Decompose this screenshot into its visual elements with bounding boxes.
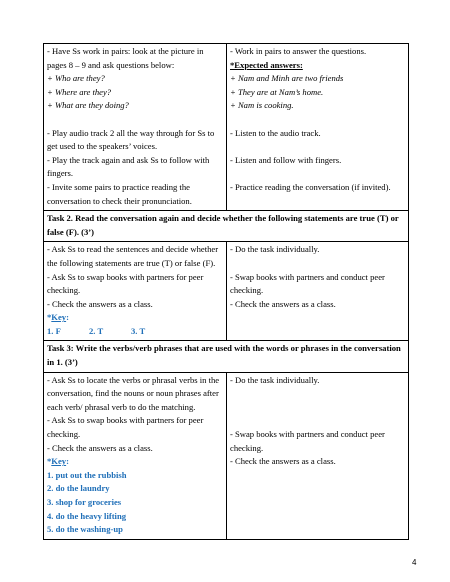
student-task-text: - Practice reading the conversation (if invited). (230, 181, 391, 192)
expected-answers-label: *Expected answers: (230, 59, 303, 70)
key-label (47, 311, 223, 325)
instruction-text: - Play the track again and ask Ss to follow with fingers. (47, 154, 210, 179)
student-activities-cell (227, 242, 409, 341)
key-prefix: * (47, 456, 52, 467)
key-answer: 1. put out the rubbish (47, 469, 127, 480)
student-activities-cell (227, 44, 409, 211)
answer-text: + Nam is cooking. (230, 100, 294, 111)
instruction-text: - Ask Ss to swap books with partners for peer checking. (47, 415, 204, 440)
answer-text: + Nam and Minh are two friends (230, 73, 344, 84)
instruction-text: - Ask Ss to read the sentences and decide whether the following statements are true (T) or false (F). (47, 244, 219, 268)
table-row (44, 242, 409, 341)
student-task-text: - Work in pairs to answer the questions. (230, 46, 367, 56)
task2-header: Task 2. Read the conversation again and decide whether the following statements are true (T) or false (F). (3’) (44, 211, 409, 242)
key-answer: 1. F (47, 325, 61, 336)
instruction-text: - Ask Ss to swap books with partners for peer checking. (47, 271, 204, 296)
task3-header: Task 3: Write the verbs/verb phrases that are used with the words or phrases in the conversation in 1. (3’) (44, 341, 409, 372)
table-row (44, 341, 409, 372)
key-answer: 2. T (89, 325, 104, 336)
question-text: + Where are they? (47, 86, 112, 97)
instruction-text: - Invite some pairs to practice reading the conversation to check their pronunciation. (47, 181, 192, 206)
table-row (44, 211, 409, 242)
answer-text: + They are at Nam’s home. (230, 86, 324, 97)
key-answer: 2. do the laundry (47, 483, 110, 494)
key-answer: 3. T (131, 325, 146, 336)
instruction-text: - Check the answers as a class. (47, 442, 153, 453)
instruction-text: - Have Ss work in pairs: look at the picture in pages 8 – 9 and ask questions below: (47, 46, 204, 70)
instruction-text: - Ask Ss to locate the verbs or phrasal verbs in the conversation, find the nouns or noun phrases after each verb/ phrasal verb to do the matching. (47, 374, 220, 412)
key-answers (47, 325, 223, 339)
student-task-text: - Check the answers as a class. (230, 456, 336, 467)
key-word: Key (51, 456, 67, 467)
student-task-text: - Do the task individually. (230, 374, 320, 385)
key-suffix: : (66, 456, 69, 467)
student-task-text: - Swap books with partners and conduct peer checking. (230, 271, 385, 296)
student-task-text: - Check the answers as a class. (230, 298, 336, 309)
table-row (44, 372, 409, 539)
page-number: 4 (412, 558, 417, 567)
instruction-text: - Check the answers as a class. (47, 298, 153, 309)
table-row (44, 44, 409, 211)
student-task-text: - Listen and follow with fingers. (230, 154, 342, 165)
key-prefix: * (47, 312, 52, 323)
student-activities-cell (227, 372, 409, 539)
key-word: Key (51, 312, 67, 323)
student-task-text: - Do the task individually. (230, 244, 320, 255)
instruction-text: - Play audio track 2 all the way through for Ss to get used to the speakers’ voices. (47, 127, 215, 152)
question-text: + Who are they? (47, 73, 105, 84)
teacher-activities-cell (44, 44, 227, 211)
teacher-activities-cell (44, 372, 227, 539)
key-answer: 5. do the washing-up (47, 524, 123, 535)
key-label (47, 455, 223, 469)
key-answer: 4. do the heavy lifting (47, 510, 127, 521)
question-text: + What are they doing? (47, 100, 129, 111)
key-suffix: : (66, 312, 69, 323)
student-task-text: - Swap books with partners and conduct peer checking. (230, 429, 385, 453)
teacher-activities-cell (44, 242, 227, 341)
student-task-text: - Listen to the audio track. (230, 127, 321, 138)
key-answer: 3. shop for groceries (47, 497, 122, 507)
lesson-plan-table (43, 43, 409, 540)
